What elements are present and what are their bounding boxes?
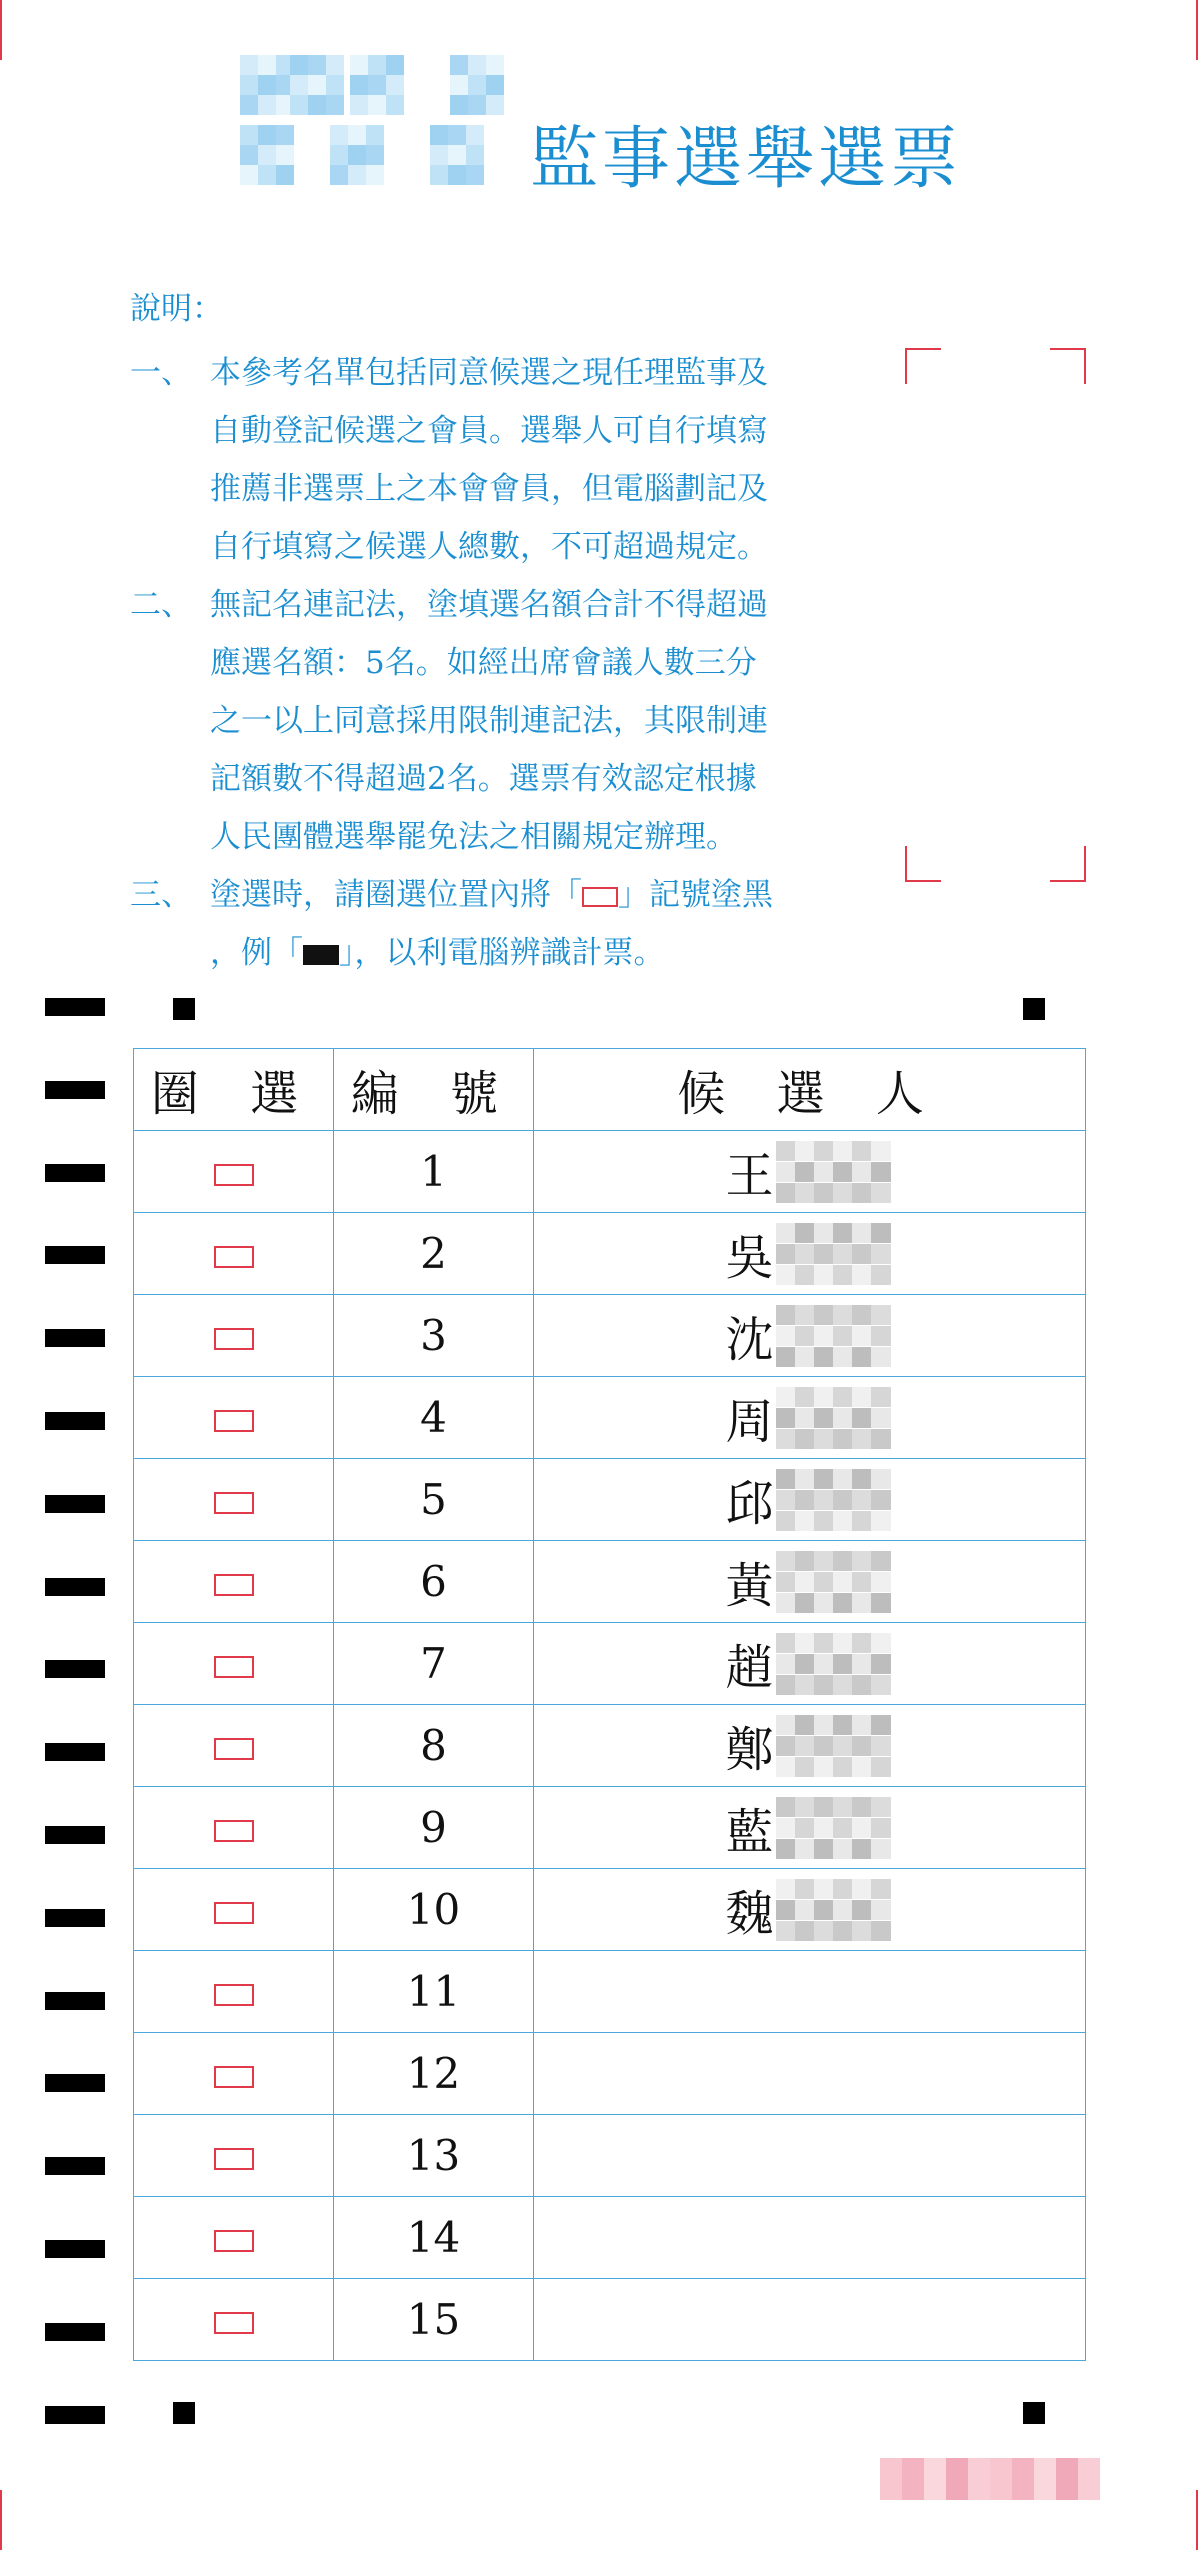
mark-cell[interactable] — [134, 1623, 334, 1705]
table-row — [134, 1951, 1086, 2033]
redacted-given-name — [776, 1879, 894, 1941]
table-header-row — [134, 1049, 1086, 1131]
table-row — [134, 1459, 1086, 1541]
timing-mark — [45, 1826, 105, 1844]
candidate-name-cell — [534, 1377, 1086, 1459]
instruction-line: 記額數不得超過2名。選票有效認定根據 — [210, 761, 757, 797]
mark-cell[interactable] — [134, 2033, 334, 2115]
mark-cell[interactable] — [134, 1459, 334, 1541]
table-row — [134, 2279, 1086, 2361]
instruction-line — [210, 924, 890, 982]
candidate-number: 12 — [334, 2033, 534, 2115]
instruction-text: 」記號塗黑 — [618, 877, 773, 913]
redacted-given-name — [776, 1633, 894, 1695]
candidate-name-cell — [534, 1213, 1086, 1295]
redacted-given-name — [776, 1797, 894, 1859]
candidate-surname: 邱 — [725, 1476, 774, 1532]
candidate-number: 14 — [334, 2197, 534, 2279]
redacted-serial-strip — [880, 2458, 1100, 2500]
timing-mark — [45, 1412, 105, 1430]
candidate-number: 13 — [334, 2115, 534, 2197]
timing-mark — [45, 1329, 105, 1347]
instruction-line: 本參考名單包括同意候選之現任理監事及 — [210, 355, 768, 391]
redacted-given-name — [776, 1715, 894, 1777]
table-row — [134, 1705, 1086, 1787]
instruction-item-1 — [130, 344, 890, 576]
candidate-name — [725, 1629, 893, 1698]
timing-mark — [45, 1081, 105, 1099]
instruction-line: 之一以上同意採用限制連記法，其限制連 — [210, 703, 768, 739]
instruction-number: 三、 — [130, 877, 192, 913]
mark-cell[interactable] — [134, 2279, 334, 2361]
alignment-square — [1023, 998, 1045, 1020]
registration-mark — [905, 348, 941, 384]
candidate-name-cell — [534, 2197, 1086, 2279]
instruction-text: ，例「 — [210, 935, 303, 971]
mark-box-icon[interactable] — [214, 1492, 254, 1514]
candidate-surname: 吳 — [725, 1230, 774, 1286]
timing-mark — [45, 1578, 105, 1596]
mark-box-icon[interactable] — [214, 1902, 254, 1924]
candidate-name-cell — [534, 1787, 1086, 1869]
registration-mark — [905, 846, 941, 882]
alignment-square — [173, 998, 195, 1020]
instruction-line: 無記名連記法，塗填選名額合計不得超過 — [210, 587, 768, 623]
timing-mark — [45, 2157, 105, 2175]
redacted-organization-name — [230, 30, 530, 210]
redacted-given-name — [776, 1551, 894, 1613]
timing-mark — [45, 1246, 105, 1264]
header-mark: 圈 選 — [134, 1049, 334, 1131]
table-row — [134, 2197, 1086, 2279]
candidate-name-cell — [534, 1459, 1086, 1541]
candidate-surname: 黃 — [725, 1558, 774, 1614]
timing-mark — [45, 1909, 105, 1927]
crop-mark — [0, 0, 2, 60]
instruction-line: 自行填寫之候選人總數，不可超過規定。 — [210, 529, 768, 565]
candidate-name-cell — [534, 1131, 1086, 1213]
timing-mark — [45, 1992, 105, 2010]
timing-mark — [45, 998, 105, 1016]
instruction-line — [210, 866, 890, 924]
filled-mark-box-icon — [303, 945, 339, 965]
redacted-given-name — [776, 1387, 894, 1449]
ballot-table — [133, 1048, 1086, 2361]
candidate-name — [725, 1793, 893, 1862]
timing-mark — [45, 1660, 105, 1678]
candidate-surname: 鄭 — [725, 1722, 774, 1778]
table-row — [134, 1787, 1086, 1869]
timing-mark — [45, 1495, 105, 1513]
mark-box-icon[interactable] — [214, 1246, 254, 1268]
redacted-given-name — [776, 1305, 894, 1367]
candidate-name-cell — [534, 1951, 1086, 2033]
redacted-given-name — [776, 1223, 894, 1285]
mark-box-icon[interactable] — [214, 2230, 254, 2252]
candidate-surname: 魏 — [725, 1886, 774, 1942]
crop-mark — [0, 2490, 2, 2550]
candidate-name — [725, 1137, 893, 1206]
candidate-name-cell — [534, 1623, 1086, 1705]
candidate-surname: 趙 — [725, 1640, 774, 1696]
instruction-line: 自動登記候選之會員。選舉人可自行填寫 — [210, 413, 768, 449]
candidate-name-cell — [534, 1541, 1086, 1623]
timing-mark — [45, 2406, 105, 2424]
redacted-given-name — [776, 1141, 894, 1203]
table-row — [134, 1131, 1086, 1213]
mark-cell[interactable] — [134, 1705, 334, 1787]
mark-cell[interactable] — [134, 1787, 334, 1869]
table-row — [134, 2033, 1086, 2115]
instruction-line: 應選名額：5名。如經出席會議人數三分 — [210, 645, 757, 681]
instruction-number: 二、 — [130, 587, 192, 623]
candidate-surname: 藍 — [725, 1804, 774, 1860]
candidate-number: 10 — [334, 1869, 534, 1951]
mark-cell[interactable] — [134, 1131, 334, 1213]
candidate-name-cell — [534, 1869, 1086, 1951]
alignment-square — [1023, 2402, 1045, 2424]
mark-box-icon[interactable] — [214, 1574, 254, 1596]
mark-box-icon[interactable] — [214, 2066, 254, 2088]
candidate-name — [725, 1383, 893, 1452]
candidate-name — [725, 1301, 893, 1370]
table-row — [134, 1869, 1086, 1951]
mark-cell[interactable] — [134, 1213, 334, 1295]
redacted-given-name — [776, 1469, 894, 1531]
instruction-line: 推薦非選票上之本會會員，但電腦劃記及 — [210, 471, 768, 507]
timing-mark — [45, 1743, 105, 1761]
instructions-heading: 說明： — [130, 291, 223, 327]
header-candidate: 候 選 人 — [534, 1049, 1086, 1131]
timing-mark — [45, 2240, 105, 2258]
timing-mark — [45, 1164, 105, 1182]
candidate-name-cell — [534, 1705, 1086, 1787]
candidate-surname: 周 — [725, 1394, 774, 1450]
empty-mark-box-icon — [582, 887, 618, 907]
mark-cell[interactable] — [134, 1541, 334, 1623]
mark-box-icon[interactable] — [214, 1656, 254, 1678]
mark-box-icon[interactable] — [214, 1164, 254, 1186]
candidate-number: 5 — [334, 1459, 534, 1541]
alignment-square — [173, 2402, 195, 2424]
registration-mark — [1050, 846, 1086, 882]
mark-cell[interactable] — [134, 1377, 334, 1459]
candidate-name-cell — [534, 2115, 1086, 2197]
candidate-number: 11 — [334, 1951, 534, 2033]
crop-mark — [1196, 0, 1198, 60]
candidate-name-cell — [534, 1295, 1086, 1377]
candidate-name-cell — [534, 2279, 1086, 2361]
candidate-number: 9 — [334, 1787, 534, 1869]
mark-cell[interactable] — [134, 1295, 334, 1377]
candidate-number: 3 — [334, 1295, 534, 1377]
candidate-surname: 王 — [725, 1148, 774, 1204]
candidate-number: 6 — [334, 1541, 534, 1623]
table-row — [134, 1377, 1086, 1459]
ballot-header — [230, 30, 1010, 210]
candidate-name — [725, 1875, 893, 1944]
candidate-name — [725, 1711, 893, 1780]
mark-box-icon[interactable] — [214, 1410, 254, 1432]
instruction-text: 塗選時，請圈選位置內將「 — [210, 877, 582, 913]
registration-mark — [1050, 348, 1086, 384]
candidate-surname: 沈 — [725, 1312, 774, 1368]
timing-mark — [45, 2323, 105, 2341]
candidate-name — [725, 1219, 893, 1288]
mark-box-icon[interactable] — [214, 2148, 254, 2170]
instruction-text: 」，以利電腦辨識計票。 — [339, 935, 665, 971]
table-row — [134, 1213, 1086, 1295]
candidate-number: 8 — [334, 1705, 534, 1787]
mark-box-icon[interactable] — [214, 1820, 254, 1842]
candidate-number: 7 — [334, 1623, 534, 1705]
instruction-line: 人民團體選舉罷免法之相關規定辦理。 — [210, 819, 737, 855]
mark-box-icon[interactable] — [214, 1984, 254, 2006]
timing-mark — [45, 2074, 105, 2092]
header-number: 編 號 — [334, 1049, 534, 1131]
instructions — [130, 280, 890, 982]
mark-cell[interactable] — [134, 1869, 334, 1951]
mark-box-icon[interactable] — [214, 2312, 254, 2334]
table-row — [134, 1541, 1086, 1623]
mark-cell[interactable] — [134, 2197, 334, 2279]
table-row — [134, 1623, 1086, 1705]
mark-box-icon[interactable] — [214, 1738, 254, 1760]
mark-cell[interactable] — [134, 1951, 334, 2033]
candidate-name — [725, 1547, 893, 1616]
candidate-number: 15 — [334, 2279, 534, 2361]
mark-cell[interactable] — [134, 2115, 334, 2197]
candidate-name-cell — [534, 2033, 1086, 2115]
mark-box-icon[interactable] — [214, 1328, 254, 1350]
table-row — [134, 2115, 1086, 2197]
instruction-item-2 — [130, 576, 890, 866]
instruction-item-3 — [130, 866, 890, 982]
candidate-number: 1 — [334, 1131, 534, 1213]
table-row — [134, 1295, 1086, 1377]
instruction-number: 一、 — [130, 355, 192, 391]
crop-mark — [1196, 2490, 1198, 2550]
ballot-title: 監事選舉選票 — [530, 120, 963, 199]
candidate-name — [725, 1465, 893, 1534]
candidate-number: 4 — [334, 1377, 534, 1459]
candidate-number: 2 — [334, 1213, 534, 1295]
